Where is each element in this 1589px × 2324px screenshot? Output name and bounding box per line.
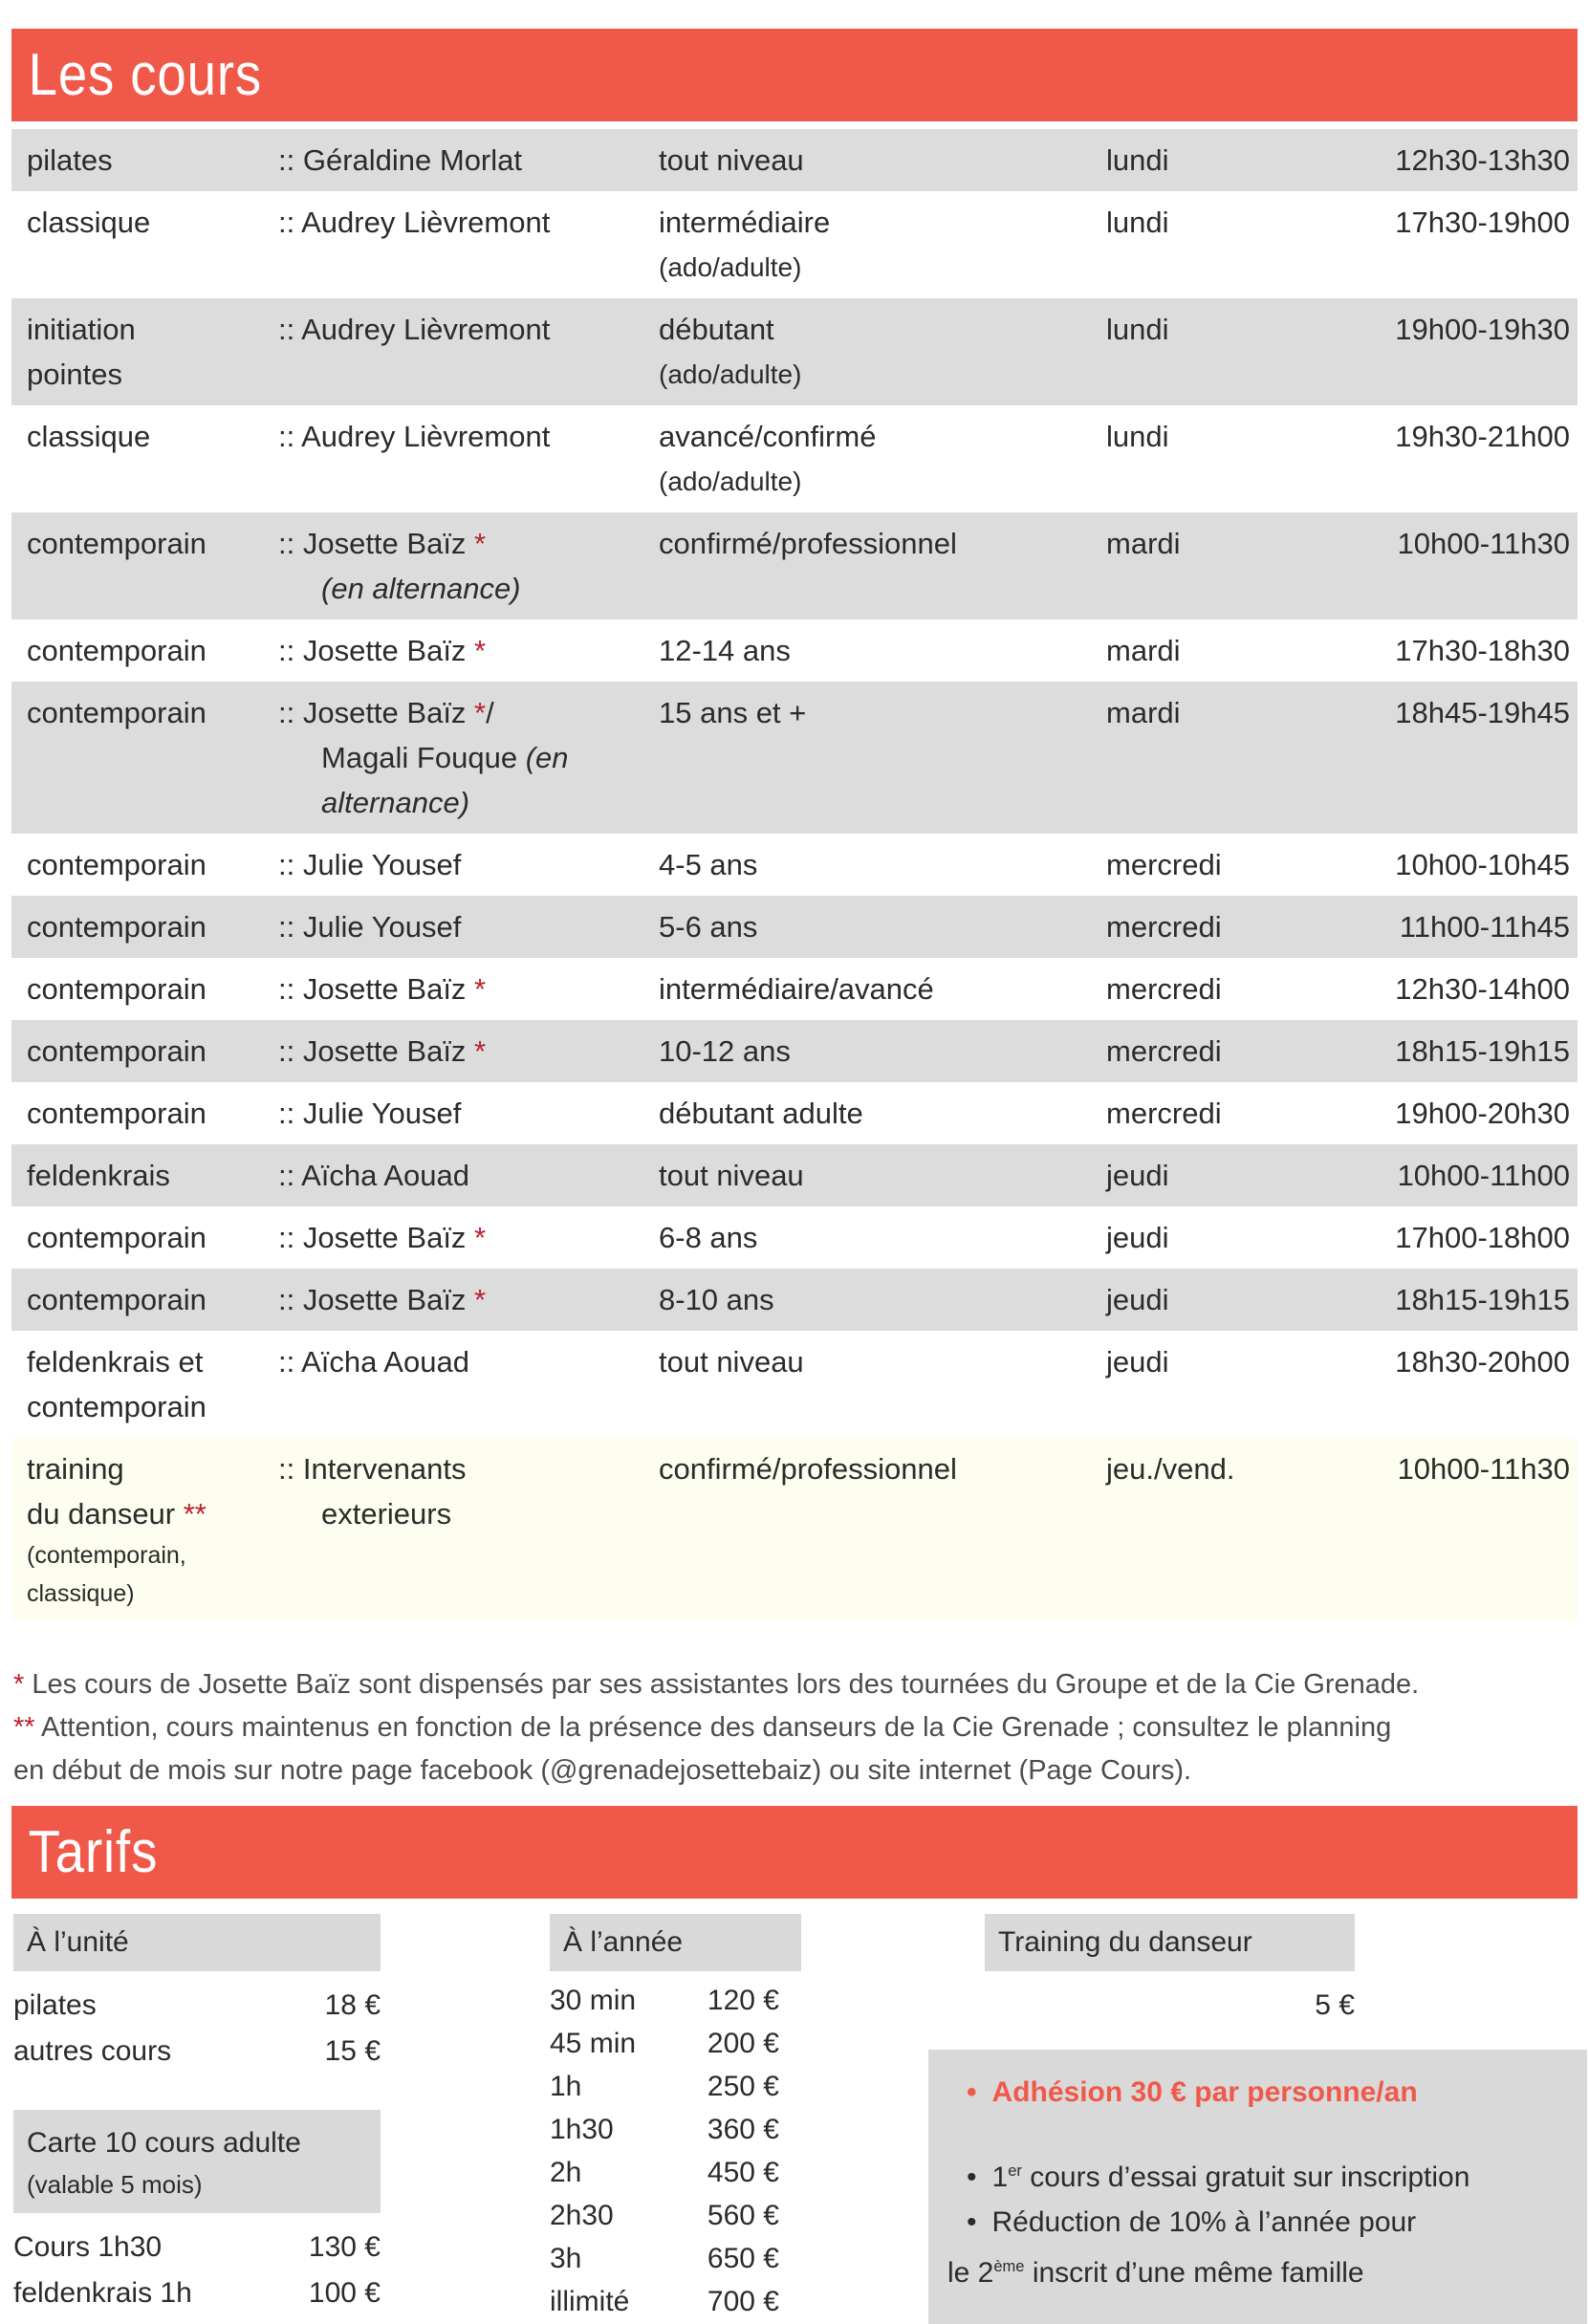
teacher-line	[278, 690, 659, 735]
teacher-line	[278, 307, 659, 352]
teacher-line2	[278, 566, 659, 611]
unit-header-label: À l’unité	[27, 1926, 129, 1958]
level-text: intermédiaire	[659, 206, 831, 239]
teacher-name: :: Josette Baïz	[278, 634, 475, 667]
level-text: tout niveau	[659, 1345, 804, 1379]
discipline-text: contemporain	[27, 1097, 207, 1130]
level-text: tout niveau	[659, 143, 804, 177]
price-row	[550, 2022, 779, 2065]
tarifs-section	[0, 1914, 1589, 2324]
bullet-dot: •	[967, 2076, 977, 2108]
day-cell: mardi	[1106, 696, 1181, 729]
day-cell: mardi	[1106, 527, 1181, 560]
teacher-line	[278, 1339, 659, 1384]
time-cell: 19h00-19h30	[1395, 313, 1570, 346]
price-value: 15 €	[324, 2035, 381, 2067]
footnote-marker: *	[474, 1034, 487, 1068]
teacher-name: :: Julie Yousef	[278, 910, 462, 944]
time-cell: 10h00-11h30	[1397, 1452, 1570, 1486]
discipline-text: contemporain	[27, 1034, 207, 1068]
level-cell	[659, 842, 1106, 887]
level-cell	[659, 628, 1106, 673]
footnote-marker: **	[183, 1497, 207, 1531]
price-value: 560 €	[707, 2200, 779, 2231]
teacher-name: :: Julie Yousef	[278, 1097, 462, 1130]
teacher-cell	[278, 414, 659, 504]
footnote-line	[13, 1706, 1576, 1749]
discipline-text: contemporain	[27, 527, 207, 560]
price-row	[13, 2225, 381, 2270]
footnote-marker: *	[474, 1221, 487, 1254]
carte-header-label: Carte 10 cours adulte	[27, 2127, 301, 2159]
discipline-line	[27, 200, 278, 245]
level-cell	[659, 690, 1106, 825]
discipline-text: pilates	[27, 143, 113, 177]
tarifs-header-banner	[11, 1806, 1578, 1899]
footnotes	[13, 1663, 1576, 1792]
courses-title: Les cours	[28, 42, 263, 108]
level-subtext: (ado/adulte)	[659, 359, 802, 389]
day-cell: lundi	[1106, 206, 1169, 239]
teacher-cell	[278, 307, 659, 397]
teacher-cell	[278, 1029, 659, 1074]
discipline-text: pointes	[27, 358, 122, 391]
teacher-cell	[278, 628, 659, 673]
day-cell: mercredi	[1106, 910, 1222, 944]
day-cell: jeudi	[1106, 1159, 1169, 1192]
discipline-cell	[27, 904, 278, 949]
teacher-line2	[278, 735, 659, 825]
day-cell: jeudi	[1106, 1221, 1169, 1254]
day-cell: jeudi	[1106, 1345, 1169, 1379]
teacher-line	[278, 904, 659, 949]
discipline-cell	[27, 414, 278, 504]
tarifs-unit-column	[13, 1914, 381, 2316]
teacher-cell	[278, 1153, 659, 1198]
teacher-cell	[278, 1339, 659, 1429]
teacher-name: :: Audrey Lièvremont	[278, 206, 551, 239]
time-cell: 17h30-18h30	[1395, 634, 1570, 667]
teacher-name: :: Julie Yousef	[278, 848, 462, 881]
day-cell: mardi	[1106, 634, 1181, 667]
teacher-line	[278, 414, 659, 459]
day-cell: lundi	[1106, 143, 1169, 177]
course-row	[11, 512, 1578, 619]
discipline-line	[27, 1215, 278, 1260]
teacher-name: :: Intervenants	[278, 1452, 467, 1486]
price-value: 360 €	[707, 2114, 779, 2145]
price-value: 650 €	[707, 2243, 779, 2274]
level-text: confirmé/professionnel	[659, 527, 957, 560]
year-price-list	[550, 1979, 779, 2323]
day-cell: mercredi	[1106, 972, 1222, 1006]
teacher-line	[278, 1215, 659, 1260]
note-text: le 2	[947, 2257, 994, 2289]
level-cell	[659, 1446, 1106, 1613]
discipline-cell	[27, 1153, 278, 1198]
discipline-line	[27, 414, 278, 459]
day-cell: jeu./vend.	[1106, 1452, 1235, 1486]
price-value: 250 €	[707, 2071, 779, 2102]
discipline-text: contemporain	[27, 696, 207, 729]
discipline-cell	[27, 690, 278, 825]
adhesion-title-text: Adhésion 30 € par personne/an	[991, 2076, 1418, 2108]
discipline-line	[27, 967, 278, 1011]
level-cell	[659, 1029, 1106, 1074]
price-row	[550, 2237, 779, 2280]
teacher-line	[278, 1029, 659, 1074]
teacher-cell	[278, 842, 659, 887]
day-cell: mercredi	[1106, 1097, 1222, 1130]
teacher-line	[278, 1446, 659, 1491]
adhesion-note-trial	[947, 2149, 1568, 2200]
discipline-text: training	[27, 1452, 124, 1486]
course-row	[11, 129, 1578, 191]
course-row	[11, 619, 1578, 682]
course-row	[11, 896, 1578, 958]
note-text: cours d’essai gratuit sur inscription	[1021, 2161, 1470, 2193]
price-label: 3h	[550, 2243, 582, 2274]
teacher-name: :: Josette Baïz	[278, 696, 475, 729]
adhesion-title	[947, 2076, 1568, 2109]
course-row	[11, 1438, 1578, 1621]
day-cell: jeudi	[1106, 1283, 1169, 1316]
carte-header-sub: (valable 5 mois)	[27, 2170, 203, 2199]
discipline-cell	[27, 967, 278, 1011]
time-cell: 12h30-13h30	[1395, 143, 1570, 177]
time-cell: 19h00-20h30	[1395, 1097, 1570, 1130]
footnote-marker: *	[474, 527, 487, 560]
price-label: pilates	[13, 1989, 97, 2021]
price-row	[13, 1983, 381, 2029]
discipline-text: contemporain	[27, 910, 207, 944]
course-row	[11, 1206, 1578, 1269]
discipline-text: contemporain	[27, 1283, 207, 1316]
price-label: Cours 1h30	[13, 2231, 163, 2263]
tarifs-year-column	[550, 1914, 801, 2323]
discipline-text: contemporain	[27, 1390, 207, 1423]
discipline-line	[27, 1339, 278, 1384]
courses-header-banner	[11, 29, 1578, 121]
unit-price-list	[13, 1983, 381, 2074]
course-table	[11, 129, 1578, 1621]
note-text: Réduction de 10% à l’année pour	[991, 2206, 1417, 2238]
discipline-cell	[27, 200, 278, 290]
discipline-subtext: (contemporain,	[27, 1542, 186, 1569]
discipline-line	[27, 1029, 278, 1074]
footnote-marker: *	[474, 972, 487, 1006]
course-row	[11, 1144, 1578, 1206]
level-text: débutant	[659, 313, 774, 346]
price-label: 1h30	[550, 2114, 614, 2145]
discipline-cell	[27, 628, 278, 673]
level-text: 15 ans et +	[659, 696, 807, 729]
level-text: 12-14 ans	[659, 634, 791, 667]
footnote-text: en début de mois sur notre page facebook (@grenadejosettebaiz) ou site internet (Page Cours).	[13, 1755, 1192, 1786]
teacher-line	[278, 842, 659, 887]
discipline-line	[27, 690, 278, 735]
level-cell	[659, 1277, 1106, 1322]
teacher-name: :: Josette Baïz	[278, 1221, 475, 1254]
price-row	[13, 2029, 381, 2074]
time-cell: 18h15-19h15	[1395, 1034, 1570, 1068]
teacher-name: :: Aïcha Aouad	[278, 1345, 469, 1379]
footnote-marker: *	[474, 634, 487, 667]
discipline-cell	[27, 1446, 278, 1613]
note-text: 1	[991, 2161, 1009, 2193]
discipline-line	[27, 1491, 278, 1536]
teacher-line	[278, 1277, 659, 1322]
price-row	[13, 2270, 381, 2316]
level-text: 6-8 ans	[659, 1221, 758, 1254]
course-row	[11, 1082, 1578, 1144]
alternance-note: (en alternance)	[321, 741, 569, 819]
teacher-cell	[278, 967, 659, 1011]
teacher-cell	[278, 200, 659, 290]
level-cell	[659, 307, 1106, 397]
discipline-text: contemporain	[27, 848, 207, 881]
time-cell: 10h00-11h00	[1397, 1159, 1570, 1192]
tarifs-title: Tarifs	[28, 1819, 159, 1885]
course-row	[11, 298, 1578, 405]
superscript-eme: ème	[993, 2258, 1025, 2275]
teacher-cell	[278, 904, 659, 949]
discipline-line	[27, 904, 278, 949]
adhesion-notes	[947, 2149, 1568, 2295]
level-cell	[659, 138, 1106, 183]
time-cell: 19h30-21h00	[1395, 420, 1570, 453]
level-text: avancé/confirmé	[659, 420, 877, 453]
level-text: 4-5 ans	[659, 848, 758, 881]
level-cell	[659, 967, 1106, 1011]
price-label: 45 min	[550, 2028, 637, 2059]
discipline-line	[27, 307, 278, 352]
time-cell: 10h00-11h30	[1397, 527, 1570, 560]
discipline-text: contemporain	[27, 972, 207, 1006]
price-row	[550, 2108, 779, 2151]
unit-header-box	[13, 1914, 381, 1971]
discipline-line	[27, 138, 278, 183]
adhesion-note-discount-line2	[947, 2245, 1568, 2295]
teacher-name: :: Josette Baïz	[278, 527, 475, 560]
teacher-line	[278, 628, 659, 673]
level-text: 8-10 ans	[659, 1283, 774, 1316]
footnote-text: Attention, cours maintenus en fonction de la présence des danseurs de la Cie Grenade ; consultez le planning	[34, 1712, 1392, 1743]
superscript-er: er	[1008, 2162, 1022, 2180]
discipline-line	[27, 628, 278, 673]
level-cell	[659, 904, 1106, 949]
discipline-line	[27, 1446, 278, 1491]
level-text: débutant adulte	[659, 1097, 863, 1130]
course-row	[11, 1269, 1578, 1331]
day-cell: mercredi	[1106, 848, 1222, 881]
training-header-box	[985, 1914, 1355, 1971]
course-row	[11, 1020, 1578, 1082]
price-label: 30 min	[550, 1985, 637, 2016]
training-price: 5 €	[1315, 1989, 1355, 2021]
teacher-name: :: Audrey Lièvremont	[278, 313, 551, 346]
level-cell	[659, 521, 1106, 611]
price-label: illimité	[550, 2286, 630, 2317]
discipline-cell	[27, 138, 278, 183]
time-cell: 17h00-18h00	[1395, 1221, 1570, 1254]
discipline-cell	[27, 521, 278, 611]
teacher-cell	[278, 1446, 659, 1613]
time-cell: 18h15-19h15	[1395, 1283, 1570, 1316]
level-subtext: (ado/adulte)	[659, 467, 802, 496]
footnote-line	[13, 1663, 1576, 1706]
time-cell: 17h30-19h00	[1395, 206, 1570, 239]
teacher-line	[278, 1091, 659, 1136]
discipline-cell	[27, 1029, 278, 1074]
price-value: 450 €	[707, 2157, 779, 2188]
discipline-text: classique	[27, 420, 151, 453]
teacher-name: :: Josette Baïz	[278, 1283, 475, 1316]
year-header-label: À l’année	[563, 1926, 684, 1958]
teacher-name: :: Audrey Lièvremont	[278, 420, 551, 453]
course-row	[11, 1331, 1578, 1438]
time-cell: 11h00-11h45	[1399, 910, 1570, 944]
teacher-line	[278, 200, 659, 245]
time-cell: 10h00-10h45	[1395, 848, 1570, 881]
footnote-marker: *	[474, 1283, 487, 1316]
discipline-text: du danseur	[27, 1497, 184, 1531]
day-cell: lundi	[1106, 313, 1169, 346]
price-row	[550, 1979, 779, 2022]
teacher-cell	[278, 690, 659, 825]
teacher-name: :: Josette Baïz	[278, 972, 475, 1006]
discipline-text: classique	[27, 206, 151, 239]
footnote-line	[13, 1749, 1576, 1792]
course-row	[11, 191, 1578, 298]
teacher-cell	[278, 1215, 659, 1260]
discipline-text: feldenkrais	[27, 1159, 170, 1192]
discipline-cell	[27, 1277, 278, 1322]
carte-header-box	[13, 2110, 381, 2213]
teacher-line	[278, 138, 659, 183]
day-cell: mercredi	[1106, 1034, 1222, 1068]
discipline-cell	[27, 1215, 278, 1260]
discipline-text: initiation	[27, 313, 136, 346]
discipline-cell	[27, 1339, 278, 1429]
discipline-text: contemporain	[27, 1221, 207, 1254]
discipline-subtext: classique)	[27, 1580, 135, 1607]
course-row	[11, 682, 1578, 834]
teacher-line2	[278, 1491, 659, 1536]
discipline-line	[27, 521, 278, 566]
bullet-dot: •	[967, 2206, 977, 2238]
tarifs-training-column	[928, 1914, 1587, 2324]
teacher-cell	[278, 521, 659, 611]
level-text: confirmé/professionnel	[659, 1452, 957, 1486]
discipline-line	[27, 1153, 278, 1198]
discipline-line	[27, 1384, 278, 1429]
footnote-star: **	[13, 1712, 35, 1743]
discipline-text: feldenkrais et	[27, 1345, 204, 1379]
alternance-note: (en alternance)	[321, 572, 521, 605]
price-value: 100 €	[308, 2277, 381, 2309]
teacher-line	[278, 1153, 659, 1198]
price-label: 1h	[550, 2071, 582, 2102]
discipline-text: contemporain	[27, 634, 207, 667]
carte-price-list	[13, 2225, 381, 2316]
training-header-label: Training du danseur	[998, 1926, 1252, 1958]
teacher-line	[278, 521, 659, 566]
footnote-star: *	[13, 1669, 25, 1700]
adhesion-box	[928, 2050, 1587, 2324]
price-label: feldenkrais 1h	[13, 2277, 192, 2309]
level-subtext: (ado/adulte)	[659, 252, 802, 282]
price-value: 130 €	[308, 2231, 381, 2263]
time-cell: 18h30-20h00	[1395, 1345, 1570, 1379]
footnote-marker: *	[474, 696, 487, 729]
price-row	[550, 2151, 779, 2194]
year-header-box	[550, 1914, 801, 1971]
price-label: autres cours	[13, 2035, 172, 2067]
time-cell: 18h45-19h45	[1395, 696, 1570, 729]
level-cell	[659, 1153, 1106, 1198]
level-text: 10-12 ans	[659, 1034, 791, 1068]
teacher-cell	[278, 138, 659, 183]
price-value: 700 €	[707, 2286, 779, 2317]
price-value: 18 €	[324, 1989, 381, 2021]
note-text: inscrit d’une même famille	[1024, 2257, 1364, 2289]
level-cell	[659, 1339, 1106, 1429]
discipline-line	[27, 352, 278, 397]
level-cell	[659, 200, 1106, 290]
level-cell	[659, 414, 1106, 504]
bullet-dot: •	[967, 2161, 977, 2193]
teacher-name: :: Aïcha Aouad	[278, 1159, 469, 1192]
level-cell	[659, 1215, 1106, 1260]
course-row	[11, 958, 1578, 1020]
discipline-cell	[27, 307, 278, 397]
level-text: intermédiaire/avancé	[659, 972, 934, 1006]
adhesion-note-discount	[947, 2200, 1568, 2245]
price-value: 200 €	[707, 2028, 779, 2059]
teacher-name2: Magali Fouque	[321, 741, 526, 774]
price-row	[550, 2065, 779, 2108]
price-row	[550, 2194, 779, 2237]
level-text: 5-6 ans	[659, 910, 758, 944]
teacher-cell	[278, 1277, 659, 1322]
teacher-cell	[278, 1091, 659, 1136]
course-row	[11, 405, 1578, 512]
discipline-cell	[27, 842, 278, 887]
day-cell: lundi	[1106, 420, 1169, 453]
teacher-suffix: /	[486, 696, 494, 729]
teacher-name2: exterieurs	[321, 1497, 452, 1531]
course-row	[11, 834, 1578, 896]
time-cell: 12h30-14h00	[1395, 972, 1570, 1006]
teacher-name: :: Géraldine Morlat	[278, 143, 522, 177]
price-label: 2h	[550, 2157, 582, 2188]
teacher-line	[278, 967, 659, 1011]
teacher-name: :: Josette Baïz	[278, 1034, 475, 1068]
level-text: tout niveau	[659, 1159, 804, 1192]
price-row	[550, 2280, 779, 2323]
discipline-line	[27, 1091, 278, 1136]
price-value: 120 €	[707, 1985, 779, 2016]
discipline-line	[27, 1277, 278, 1322]
price-label: 2h30	[550, 2200, 614, 2231]
discipline-line	[27, 842, 278, 887]
footnote-text: Les cours de Josette Baïz sont dispensés par ses assistantes lors des tournées du Groupe et de la Cie Grenade.	[24, 1669, 1420, 1700]
level-cell	[659, 1091, 1106, 1136]
discipline-cell	[27, 1091, 278, 1136]
